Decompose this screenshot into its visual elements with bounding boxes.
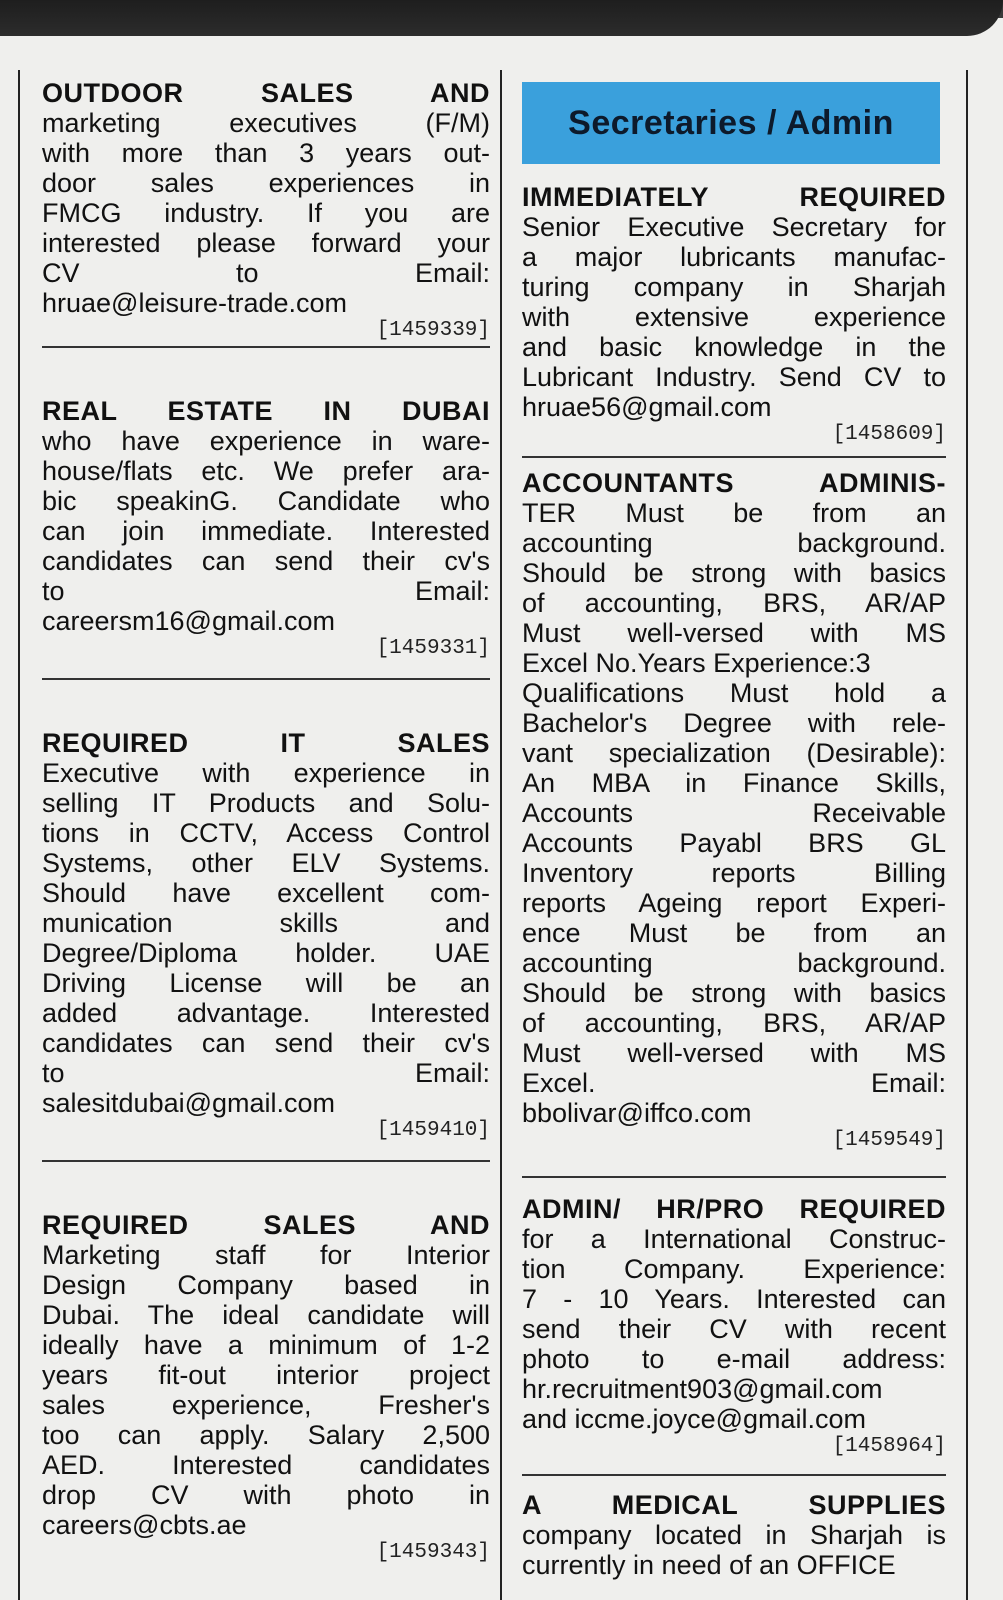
ad-line: added advantage. Interested — [42, 998, 490, 1028]
ad-line: interested please forward your — [42, 228, 490, 258]
ad-line: Should be strong with basics — [522, 978, 946, 1008]
ad-line: CV to Email: — [42, 258, 490, 288]
ad-divider — [522, 456, 946, 458]
ad-line: and basic knowledge in the — [522, 332, 946, 362]
ad-line: Marketing staff for Interior — [42, 1240, 490, 1270]
ad-line: Executive with experience in — [42, 758, 490, 788]
ad-line: candidates can send their cv's — [42, 1028, 490, 1058]
ad-line: An MBA in Finance Skills, — [522, 768, 946, 798]
ad-title: OUTDOOR SALES AND — [42, 78, 490, 108]
ad-line: AED. Interested candidates — [42, 1450, 490, 1480]
ad-line: turing company in Sharjah — [522, 272, 946, 302]
ad-line: of accounting, BRS, AR/AP — [522, 588, 946, 618]
ad-line: marketing executives (F/M) — [42, 108, 490, 138]
ad-title: ADMIN/ HR/PRO REQUIRED — [522, 1194, 946, 1224]
ad-line: photo to e-mail address: — [522, 1344, 946, 1374]
ad-line: tion Company. Experience: — [522, 1254, 946, 1284]
ad-line: to Email: — [42, 1058, 490, 1088]
ad-line: company located in Sharjah is — [522, 1520, 946, 1550]
dark-background-edge — [0, 0, 1003, 36]
classified-ad-real-estate — [42, 396, 490, 662]
ad-line: accounting background. — [522, 948, 946, 978]
ad-line: house/flats etc. We prefer ara- — [42, 456, 490, 486]
ad-line: 7 - 10 Years. Interested can — [522, 1284, 946, 1314]
ad-email: bbolivar@iffco.com — [522, 1098, 752, 1128]
left-column — [18, 70, 502, 1600]
ad-title: ACCOUNTANTS ADMINIS- — [522, 468, 946, 498]
ad-line: candidates can send their cv's — [42, 546, 490, 576]
ad-reference-number: [1459549] — [832, 1129, 946, 1152]
classified-ad-executive-secretary — [522, 182, 946, 448]
classified-ad-medical-supplies — [522, 1490, 946, 1580]
ad-line: drop CV with photo in — [42, 1480, 490, 1510]
ad-line: Lubricant Industry. Send CV to — [522, 362, 946, 392]
ad-reference-number: [1459410] — [376, 1119, 490, 1142]
ad-email: and iccme.joyce@gmail.com — [522, 1404, 867, 1434]
ad-line: of accounting, BRS, AR/AP — [522, 1008, 946, 1038]
ad-line: Bachelor's Degree with rele- — [522, 708, 946, 738]
ad-line: Accounts Payabl BRS GL — [522, 828, 946, 858]
ad-line: send their CV with recent — [522, 1314, 946, 1344]
classified-ad-it-sales — [42, 728, 490, 1144]
ad-email: hruae56@gmail.com — [522, 392, 772, 422]
ad-line: selling IT Products and Solu- — [42, 788, 490, 818]
ad-line: for a International Construc- — [522, 1224, 946, 1254]
ad-email: careers@cbts.ae — [42, 1510, 247, 1540]
ad-line: Dubai. The ideal candidate will — [42, 1300, 490, 1330]
ad-line: Design Company based in — [42, 1270, 490, 1300]
ad-email: hruae@leisure-trade.com — [42, 288, 348, 318]
ad-divider — [522, 1176, 946, 1178]
ad-line: with extensive experience — [522, 302, 946, 332]
ad-line: sales experience, Fresher's — [42, 1390, 490, 1420]
ad-line: Qualifications Must hold a — [522, 678, 946, 708]
ad-line: Must well-versed with MS — [522, 1038, 946, 1068]
ad-reference-number: [1459339] — [376, 319, 490, 342]
ad-line: currently in need of an OFFICE — [522, 1550, 896, 1580]
ad-divider — [42, 346, 490, 348]
ad-line: who have experience in ware- — [42, 426, 490, 456]
ad-line: TER Must be from an — [522, 498, 946, 528]
ad-reference-number: [1459343] — [376, 1541, 490, 1564]
ad-line: Excel. Email: — [522, 1068, 946, 1098]
ad-line: can join immediate. Interested — [42, 516, 490, 546]
ad-line: Senior Executive Secretary for — [522, 212, 946, 242]
ad-line: Degree/Diploma holder. UAE — [42, 938, 490, 968]
ad-line: Systems, other ELV Systems. — [42, 848, 490, 878]
classified-ad-outdoor-sales — [42, 78, 490, 344]
ad-reference-number: [1458609] — [832, 423, 946, 446]
ad-email: salesitdubai@gmail.com — [42, 1088, 336, 1118]
right-column — [510, 70, 968, 1600]
ad-line: Driving License will be an — [42, 968, 490, 998]
ad-divider — [42, 1160, 490, 1162]
ad-reference-number: [1458964] — [832, 1435, 946, 1458]
ad-line: Must well-versed with MS — [522, 618, 946, 648]
ad-line: to Email: — [42, 576, 490, 606]
ad-line: vant specialization (Desirable): — [522, 738, 946, 768]
ad-line: Should have excellent com- — [42, 878, 490, 908]
ad-title: A MEDICAL SUPPLIES — [522, 1490, 946, 1520]
ad-line: Inventory reports Billing — [522, 858, 946, 888]
ad-line: tions in CCTV, Access Control — [42, 818, 490, 848]
ad-line: a major lubricants manufac- — [522, 242, 946, 272]
ad-line: ideally have a minimum of 1-2 — [42, 1330, 490, 1360]
ad-line: Accounts Receivable — [522, 798, 946, 828]
classified-ad-interior-sales — [42, 1210, 490, 1566]
ad-line: accounting background. — [522, 528, 946, 558]
ad-title: IMMEDIATELY REQUIRED — [522, 182, 946, 212]
ad-line: door sales experiences in — [42, 168, 490, 198]
ad-title: REAL ESTATE IN DUBAI — [42, 396, 490, 426]
ad-reference-number: [1459331] — [376, 637, 490, 660]
ad-line: Excel No.Years Experience:3 — [522, 648, 871, 678]
ad-divider — [522, 1474, 946, 1476]
ad-title: REQUIRED IT SALES — [42, 728, 490, 758]
ad-line: munication skills and — [42, 908, 490, 938]
ad-line: FMCG industry. If you are — [42, 198, 490, 228]
ad-email: hr.recruitment903@gmail.com — [522, 1374, 883, 1404]
classified-ad-accountants — [522, 468, 946, 1154]
ad-line: Should be strong with basics — [522, 558, 946, 588]
section-banner: Secretaries / Admin — [522, 82, 940, 164]
ad-line: years fit-out interior project — [42, 1360, 490, 1390]
ad-divider — [42, 678, 490, 680]
ad-line: ence Must be from an — [522, 918, 946, 948]
ad-email: careersm16@gmail.com — [42, 606, 335, 636]
classified-ad-admin-hr-pro — [522, 1194, 946, 1460]
ad-line: bic speakinG. Candidate who — [42, 486, 490, 516]
ad-line: reports Ageing report Experi- — [522, 888, 946, 918]
ad-line: too can apply. Salary 2,500 — [42, 1420, 490, 1450]
ad-line: with more than 3 years out- — [42, 138, 490, 168]
ad-title: REQUIRED SALES AND — [42, 1210, 490, 1240]
